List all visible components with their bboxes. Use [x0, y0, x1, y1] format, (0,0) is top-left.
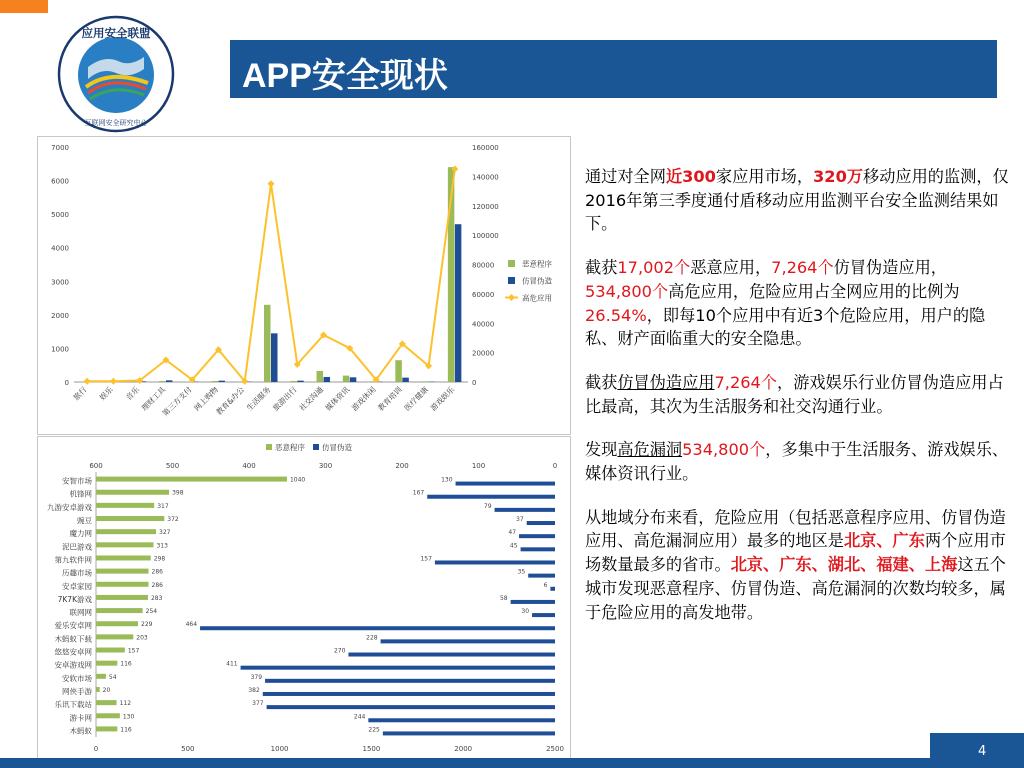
category-label: 7K7K游戏: [57, 594, 92, 604]
title-bar: [230, 40, 997, 98]
x-tick-label: 理财工具: [139, 385, 168, 413]
bar-malicious: [96, 477, 287, 482]
summary-text: [585, 165, 1010, 644]
bar-counterfeit: [521, 547, 555, 551]
bar-malicious: [211, 381, 218, 382]
bar-malicious: [317, 371, 324, 382]
data-label-counterfeit: 377: [252, 700, 264, 708]
data-label-malicious: 130: [122, 713, 135, 721]
text-span: ，游戏娱乐行业仿冒伪造应用占比最高，其次为生活服务和社交沟通行业。: [585, 372, 1004, 416]
bottom-axis-tick-label: 0: [93, 745, 99, 753]
data-label-counterfeit: 6: [543, 581, 548, 589]
x-tick-label: 医疗健康: [402, 385, 431, 413]
y-left-tick-label: 5000: [51, 211, 69, 220]
x-tick-label: 第三方支付: [160, 385, 194, 418]
legend-label: 恶意程序: [522, 259, 552, 269]
top-accent-bar: [0, 0, 48, 13]
x-tick-label: 旅行: [71, 385, 89, 403]
x-tick-label: 游戏休闲: [349, 385, 378, 413]
category-label: 历趣市场: [62, 568, 92, 578]
category-label: 安卓家园: [62, 581, 92, 591]
underlined-term: 高危漏洞: [617, 440, 683, 460]
text-span: 发现: [585, 440, 618, 460]
data-label-counterfeit: 228: [366, 634, 378, 642]
bar-malicious: [96, 490, 169, 495]
bar-malicious: [96, 621, 138, 626]
footer-bar: [0, 758, 930, 768]
bar-malicious: [96, 582, 149, 587]
category-label: 机锋网: [69, 489, 92, 499]
data-label-counterfeit: 244: [353, 713, 366, 721]
bar-malicious: [96, 542, 153, 547]
underlined-term: 仿冒伪造应用: [617, 372, 715, 392]
legend-swatch: [508, 260, 515, 267]
top-axis-tick-label: 500: [165, 462, 180, 470]
bar-malicious: [96, 529, 156, 534]
highlight-counterfeit-count: 7,264个: [771, 258, 834, 278]
bar-malicious: [96, 634, 133, 639]
category-label: 安卓游戏网: [54, 660, 92, 670]
x-tick-label: 社交沟通: [297, 385, 325, 413]
bar-malicious: [96, 726, 117, 731]
legend-marker: [508, 294, 515, 301]
line-point-marker: [110, 378, 117, 385]
data-label-malicious: 54: [108, 673, 117, 681]
y-right-tick-label: 160000: [472, 144, 499, 152]
data-label-counterfeit: 382: [248, 686, 260, 694]
y-right-tick-label: 120000: [472, 202, 499, 211]
data-label-counterfeit: 58: [499, 594, 508, 602]
category-label: 九游安卓游戏: [47, 502, 92, 512]
highlight-app-count: 320万: [813, 167, 864, 186]
y-right-tick-label: 100000: [472, 232, 499, 241]
category-label: 安智市场: [62, 476, 92, 486]
y-left-tick-label: 4000: [51, 244, 69, 253]
highlight-vuln-count: 534,800个: [682, 440, 766, 460]
bar-counterfeit: [368, 718, 555, 722]
page-number-box: [930, 733, 1024, 768]
legend-label: 高危应用: [522, 293, 552, 303]
industry-chart-panel: [37, 136, 571, 435]
y-right-tick-label: 0: [472, 379, 477, 387]
market-bar-chart: [38, 437, 568, 756]
bar-malicious: [96, 687, 100, 692]
category-label: 网侠手游: [62, 686, 92, 696]
bar-counterfeit: [495, 508, 555, 512]
bar-counterfeit: [532, 613, 555, 617]
highlight-risk-ratio: 26.54%: [585, 305, 647, 325]
y-left-tick-label: 2000: [51, 311, 69, 320]
bottom-axis-tick-label: 1000: [270, 745, 289, 753]
highlight-top-regions: 北京、广东: [844, 531, 925, 551]
data-label-counterfeit: 379: [250, 673, 263, 681]
data-label-malicious: 157: [127, 647, 140, 655]
bar-malicious: [96, 595, 148, 600]
data-label-counterfeit: 37: [516, 516, 524, 524]
bar-counterfeit: [381, 639, 555, 643]
data-label-counterfeit: 157: [420, 555, 432, 563]
x-tick-label: 教育培训: [376, 385, 404, 413]
bar-counterfeit: [271, 333, 278, 382]
category-label: 乐讯下载站: [54, 700, 92, 710]
data-label-malicious: 372: [167, 516, 179, 524]
industry-combo-chart: [38, 137, 568, 432]
bar-counterfeit: [456, 482, 555, 486]
bar-counterfeit: [519, 534, 555, 538]
logo-bottom-text: 互联网安全研究中心: [84, 119, 148, 127]
y-left-tick-label: 6000: [51, 177, 69, 186]
line-point-marker: [268, 180, 275, 187]
paragraph-counterfeit: [585, 371, 1010, 418]
data-label-malicious: 313: [156, 542, 168, 550]
category-label: 联网网: [69, 608, 92, 618]
bar-malicious: [343, 376, 350, 382]
bar-counterfeit: [427, 495, 555, 499]
top-axis-tick-label: 100: [471, 462, 486, 470]
category-label: 木蚂蚁下载: [54, 634, 92, 644]
data-label-malicious: 398: [172, 489, 184, 497]
bottom-axis-tick-label: 2500: [546, 745, 564, 753]
top-axis-tick-label: 300: [318, 462, 333, 470]
bar-counterfeit: [218, 381, 225, 382]
bar-counterfeit: [324, 377, 331, 382]
bar-malicious: [96, 569, 149, 574]
bottom-axis-tick-label: 2000: [454, 745, 473, 753]
text-span: 恶意应用，: [690, 258, 772, 278]
data-label-malicious: 283: [150, 594, 163, 602]
top-axis-tick-label: 400: [242, 462, 256, 470]
legend-swatch-counterfeit: [313, 444, 319, 450]
bar-malicious: [96, 661, 117, 666]
legend-swatch: [508, 277, 515, 284]
data-label-malicious: 286: [151, 581, 163, 589]
top-axis-tick-label: 200: [395, 462, 409, 470]
legend-label: 恶意程序: [275, 443, 305, 452]
data-label-counterfeit: 30: [521, 608, 530, 616]
x-tick-label: 媒体资讯: [323, 385, 352, 413]
bar-malicious: [159, 381, 166, 382]
category-label: 安软市场: [62, 673, 92, 683]
y-right-tick-label: 20000: [472, 349, 495, 358]
line-point-marker: [84, 378, 91, 385]
category-label: 第九软件网: [54, 555, 92, 565]
bar-counterfeit: [263, 692, 555, 696]
paragraph-regions: [585, 506, 1010, 625]
highlight-highrisk-count: 534,800个: [585, 281, 669, 301]
bar-counterfeit: [297, 381, 304, 382]
bar-counterfeit: [265, 679, 555, 683]
data-label-malicious: 229: [141, 621, 153, 629]
text-span: 仿冒伪造应用，: [833, 258, 947, 278]
y-right-tick-label: 80000: [472, 261, 495, 270]
text-span: 高危应用，危险应用占全网应用的比例为: [668, 281, 960, 301]
y-right-tick-label: 140000: [472, 173, 499, 182]
y-left-tick-label: 0: [64, 379, 69, 387]
text-span: 截获: [585, 372, 618, 392]
bar-counterfeit: [528, 574, 555, 578]
text-span: 截获: [585, 258, 618, 278]
bar-malicious: [96, 713, 120, 718]
highlight-market-count: 近300: [665, 167, 716, 186]
bar-malicious: [422, 381, 429, 382]
data-label-malicious: 116: [120, 660, 132, 668]
text-span: 这五个城市发现恶意程序、仿冒伪造、高危漏洞的次数均较多，属于危险应用的高发地带。: [585, 555, 1006, 622]
y-left-tick-label: 1000: [51, 345, 69, 354]
legend-label: 仿冒伪造: [322, 443, 352, 452]
legend-swatch-malicious: [266, 444, 272, 450]
category-label: 悠悠安卓网: [54, 647, 92, 657]
alliance-logo: [52, 15, 180, 133]
x-tick-label: 游戏娱乐: [428, 385, 457, 413]
legend-label: 仿冒伪造: [522, 276, 552, 286]
data-label-counterfeit: 270: [333, 647, 346, 655]
data-label-malicious: 20: [102, 686, 111, 694]
bar-counterfeit: [383, 731, 555, 735]
x-tick-label: 生活服务: [244, 385, 273, 413]
bar-malicious: [96, 674, 106, 679]
text-span: 两个应用市场数量最多的省市。: [585, 531, 1006, 575]
bar-counterfeit: [550, 587, 555, 591]
x-tick-label: 娱乐: [97, 385, 115, 403]
data-label-malicious: 116: [120, 726, 132, 734]
text-span: ，多集中于生活服务、游戏娱乐、媒体资讯行业。: [585, 440, 1009, 484]
data-label-malicious: 203: [136, 634, 148, 642]
bar-counterfeit: [402, 378, 409, 382]
text-span: 从地域分布来看，危险应用（包括恶意程序应用、仿冒伪造应用、高危漏洞应用）最多的地区是: [585, 507, 1006, 551]
data-label-malicious: 112: [119, 700, 132, 708]
bar-counterfeit: [350, 377, 357, 382]
highlight-malicious-count: 17,002个: [617, 258, 691, 278]
bar-malicious: [264, 305, 271, 382]
slide-title: APP安全现状: [242, 57, 448, 95]
text-span: 通过对全网: [585, 167, 666, 186]
category-label: 豌豆: [77, 516, 92, 526]
category-label: 泥巴游戏: [62, 542, 92, 552]
category-label: 魔力网: [69, 529, 92, 539]
x-tick-label: 教育&办公: [214, 385, 247, 417]
data-label-malicious: 1040: [289, 476, 306, 484]
bar-malicious: [395, 360, 402, 382]
data-label-malicious: 317: [157, 502, 169, 510]
x-tick-label: 旅游出行: [271, 385, 299, 413]
bottom-axis-tick-label: 500: [181, 745, 195, 753]
text-span: ，即每10个应用中有近3个危险应用，用户的隐私、财产面临重大的安全隐患。: [585, 305, 986, 349]
bar-counterfeit: [511, 600, 555, 604]
bar-counterfeit: [527, 521, 555, 525]
bar-counterfeit: [241, 666, 555, 670]
y-left-tick-label: 7000: [51, 144, 69, 152]
category-label: 木蚂蚁: [69, 726, 92, 736]
page-number: 4: [978, 744, 987, 759]
data-label-counterfeit: 411: [226, 660, 238, 668]
bar-malicious: [96, 555, 151, 560]
y-right-tick-label: 40000: [472, 320, 495, 329]
bar-counterfeit: [166, 380, 173, 382]
bar-counterfeit: [435, 560, 555, 564]
data-label-counterfeit: 130: [441, 476, 453, 484]
bar-counterfeit: [455, 224, 462, 382]
category-label: 爱乐安卓网: [54, 621, 92, 631]
y-left-tick-label: 3000: [51, 278, 69, 287]
bar-counterfeit: [348, 653, 555, 657]
data-label-counterfeit: 47: [508, 529, 517, 537]
text-span: 移动应用的监测，仅2016年第三季度通付盾移动应用监测平台安全监测结果如下。: [585, 167, 1009, 234]
bar-counterfeit: [267, 705, 555, 709]
data-label-counterfeit: 79: [483, 502, 492, 510]
bar-malicious: [96, 700, 117, 705]
y-right-tick-label: 60000: [472, 290, 495, 299]
x-tick-label: 网上购物: [192, 385, 220, 413]
top-axis-tick-label: 0: [552, 462, 558, 470]
bar-malicious: [96, 516, 164, 521]
top-axis-tick-label: 600: [89, 462, 103, 470]
data-label-counterfeit: 45: [509, 542, 518, 550]
data-label-counterfeit: 35: [517, 568, 526, 576]
paragraph-vulnerabilities: [585, 438, 1010, 485]
logo-top-text: 应用安全联盟: [81, 26, 151, 40]
bar-malicious: [96, 503, 154, 508]
bar-malicious: [96, 648, 125, 653]
data-label-malicious: 298: [153, 555, 166, 563]
highlight-five-cities: 北京、广东、湖北、福建、上海: [730, 555, 958, 575]
bar-counterfeit: [200, 626, 555, 630]
data-label-malicious: 254: [145, 608, 158, 616]
paragraph-threats: [585, 256, 1010, 351]
bottom-axis-tick-label: 1500: [362, 745, 381, 753]
x-tick-label: 音乐: [124, 385, 142, 403]
category-label: 游卡网: [69, 713, 92, 723]
data-label-counterfeit: 464: [185, 621, 198, 629]
data-label-malicious: 327: [159, 529, 171, 537]
data-label-counterfeit: 225: [368, 726, 380, 734]
paragraph-overview: [585, 165, 1010, 236]
data-label-counterfeit: 167: [412, 489, 425, 497]
data-label-malicious: 286: [151, 568, 163, 576]
bar-malicious: [290, 381, 297, 382]
market-chart-panel: [37, 436, 571, 759]
highlight-counterfeit-count: 7,264个: [714, 372, 778, 392]
bar-malicious: [96, 608, 143, 613]
text-span: 家应用市场，: [715, 167, 814, 186]
